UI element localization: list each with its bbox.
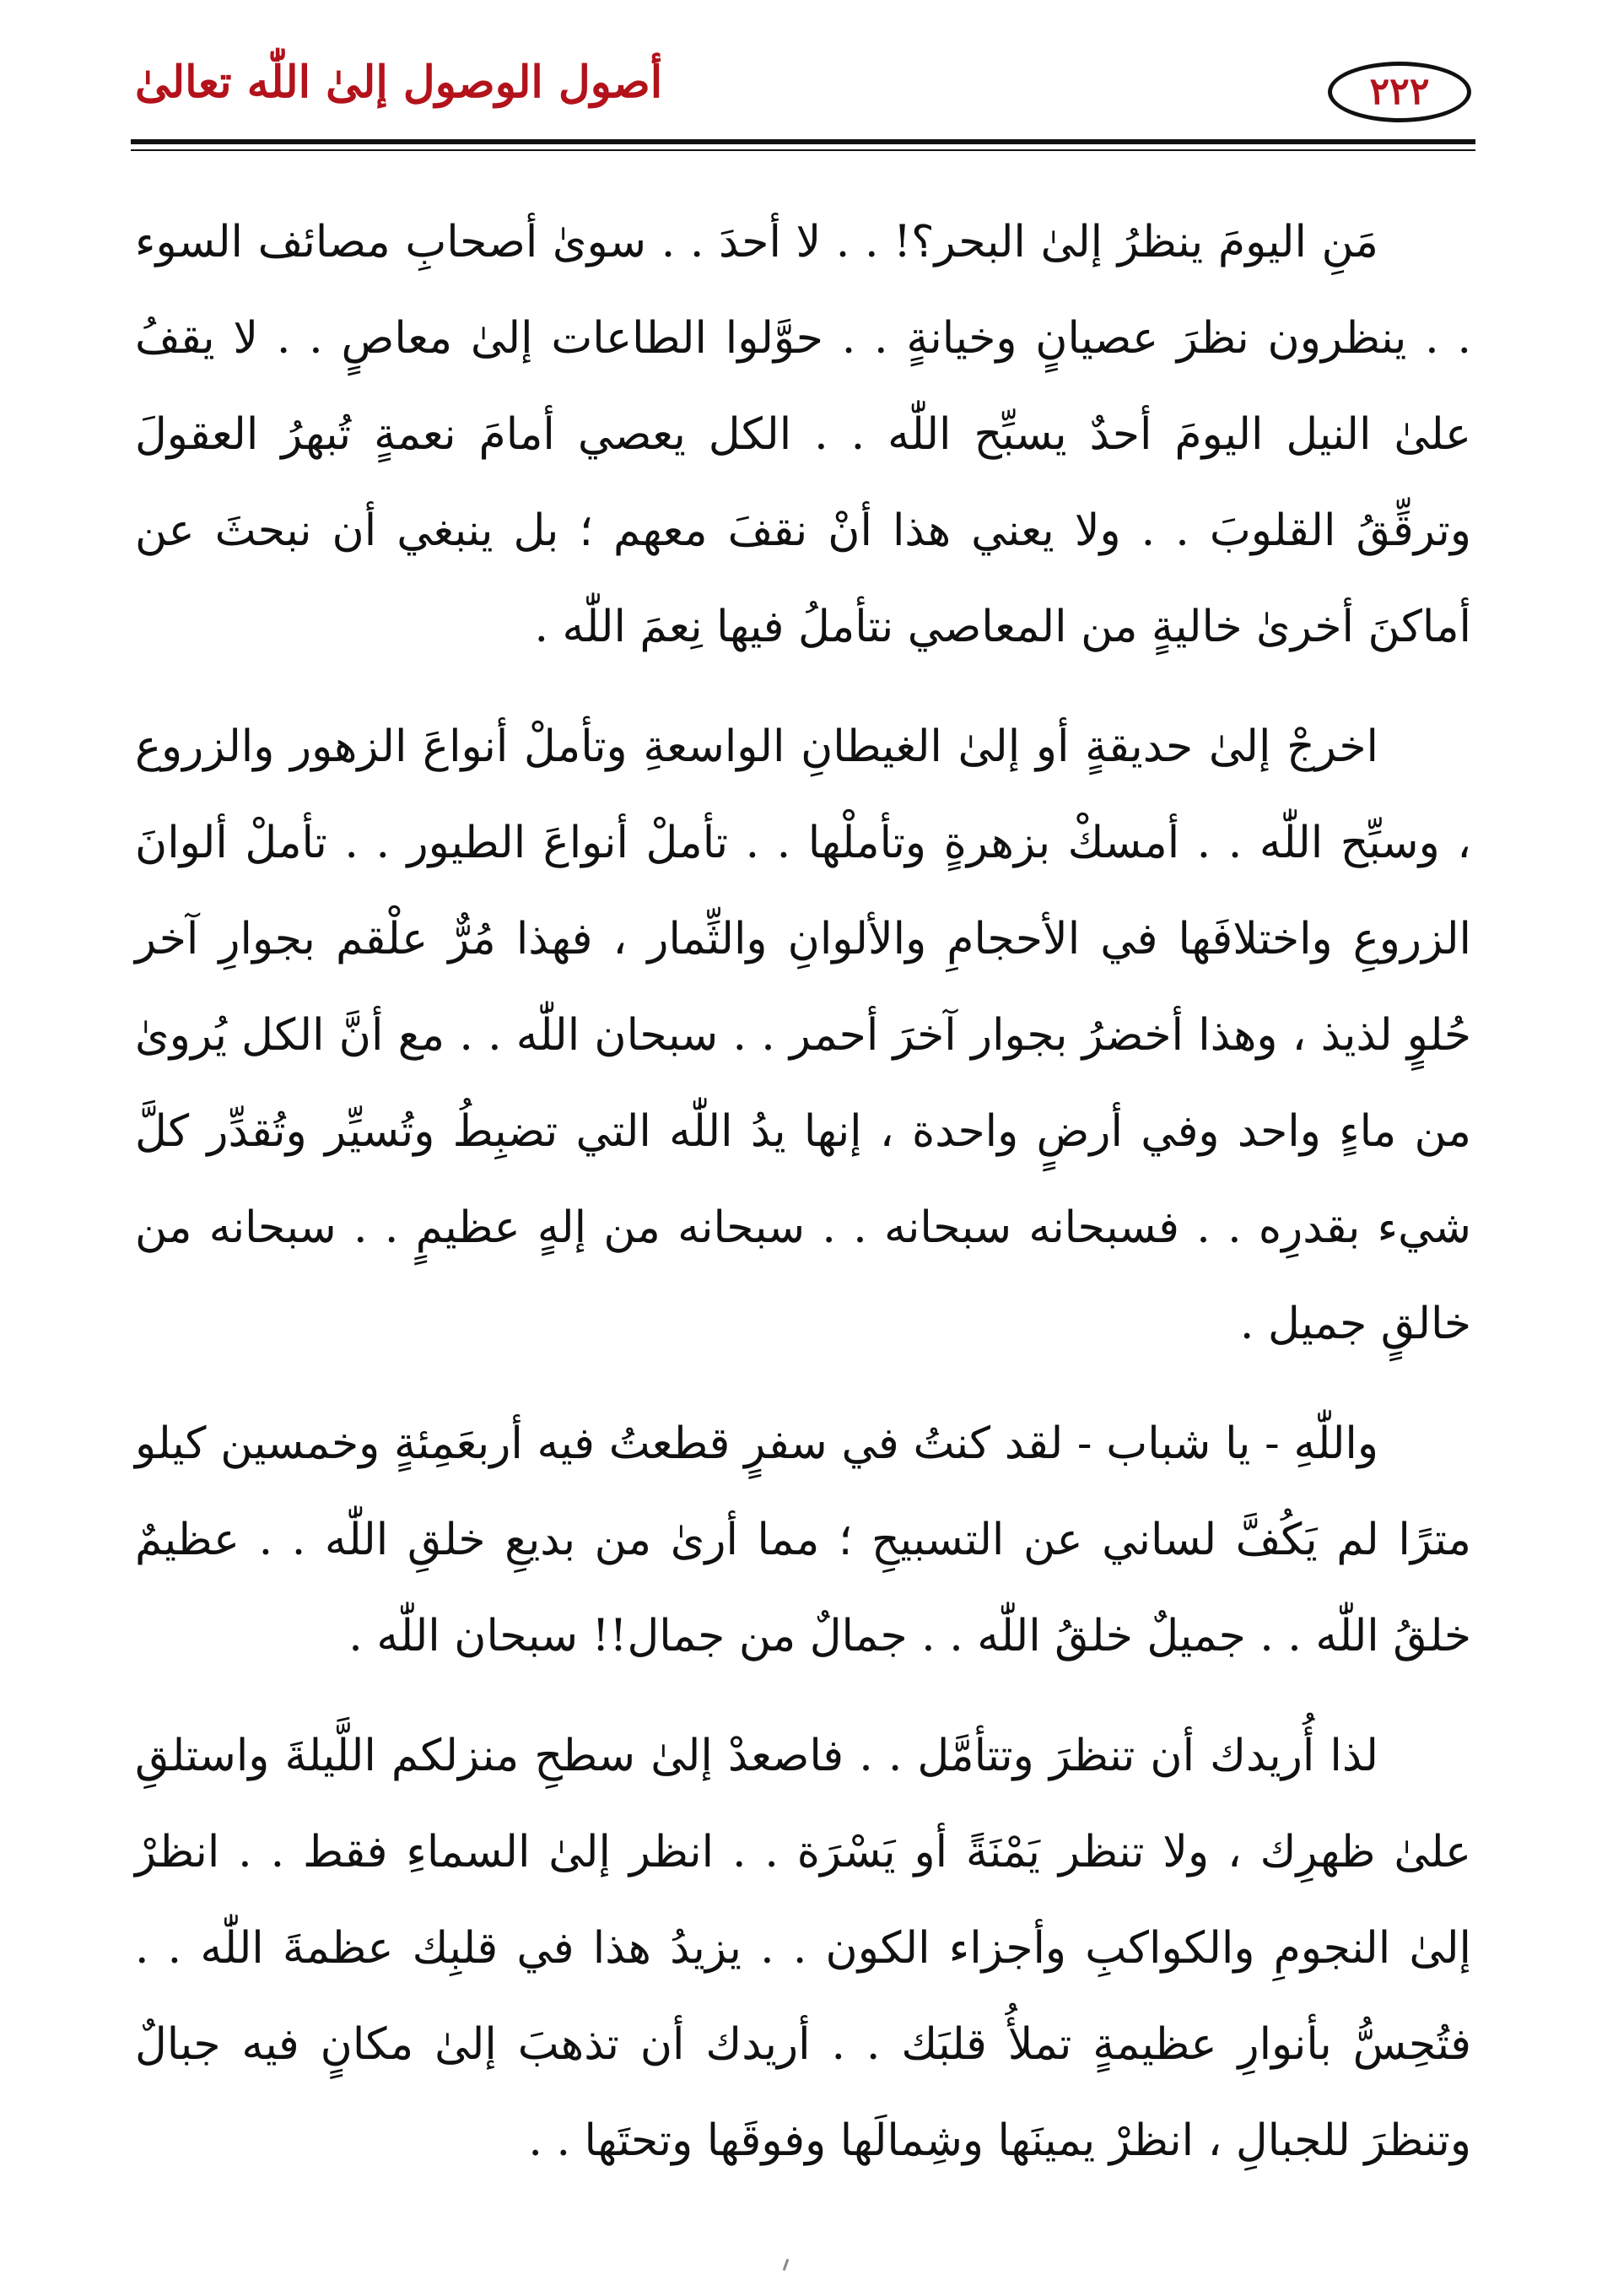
page-body: [135, 194, 1471, 2212]
paragraph-2: اخرجْ إلىٰ حديقةٍ أو إلىٰ الغيطانِ الواسعةِ وتأملْ أنواعَ الزهور والزروع ، وسبِّح اللّٰه . . أمسكْ بزهرةٍ وتأملْها . . تأملْ أنواعَ الطيور . . تأملْ ألوانَ الزروعِ واختلافَها في الأحجامِ والألوانِ والثِّمار ، فهذا مُرٌّ علْقم بجوارِ آخر حُلوٍ لذيذ ، وهذا أخضرُ بجوار آخرَ أحمر . . سبحان اللّٰه . . مع أنَّ الكل يُروىٰ من ماءٍ واحد وفي أرضٍ واحدة ، إنها يدُ اللّٰه التي تضبِطُ وتُسيِّر وتُقدِّر كلَّ شيء بقدرِه . . فسبحانه سبحانه . . سبحانه من إلهٍ عظيمٍ . . سبحانه من خالقٍ جميل .: [135, 721, 1471, 1349]
header-rule-thin: [131, 149, 1475, 151]
scan-mark: [783, 2259, 790, 2271]
page-header: [135, 46, 1471, 139]
paragraph-4: لذا أُريدك أن تنظرَ وتتأمَّل . . فاصعدْ إلىٰ سطحِ منزلكم اللَّيلةَ واستلقِ علىٰ ظهرِك ، ولا تنظر يَمْنَةً أو يَسْرَة . . انظر إلىٰ السماءِ فقط . . انظرْ إلىٰ النجومِ والكواكبِ وأجزاء الكون . . يزيدُ هذا في قلبِك عظمةَ اللّٰه . . فتُحِسُّ بأنوارِ عظيمةٍ تملأُ قلبَك . . أريدك أن تذهبَ إلىٰ مكانٍ فيه جبالٌ وتنظرَ للجبالِ ، انظرْ يمينَها وشِمالَها وفوقَها وتحتَها . .: [135, 1731, 1471, 2166]
running-title: أصول الوصول إلىٰ اللّٰه تعالىٰ: [135, 57, 663, 108]
page-number-badge: ٢٢٢: [1328, 62, 1471, 122]
paragraph-3: واللّٰهِ - يا شباب - لقد كنتُ في سفرٍ قطعتُ فيه أربعَمِئةٍ وخمسين كيلو مترًا لم يَكُفَّ لساني عن التسبيحِ ؛ مما أرىٰ من بديعِ خلقِ اللّٰه . . عظيمٌ خلقُ اللّٰه . . جميلٌ خلقُ اللّٰه . . جمالٌ من جمال!! سبحان اللّٰه .: [135, 1418, 1471, 1661]
paragraph-1: مَنِ اليومَ ينظرُ إلىٰ البحر؟! . . لا أحدَ . . سوىٰ أصحابِ مصائف السوء . . ينظرون نظرَ عصيانٍ وخيانةٍ . . حوَّلوا الطاعات إلىٰ معاصٍ . . لا يقفُ علىٰ النيل اليومَ أحدٌ يسبِّح اللّٰه . . الكل يعصي أمامَ نعمةٍ تُبهرُ العقولَ وترقِّقُ القلوبَ . . ولا يعني هذا أنْ نقفَ معهم ؛ بل ينبغي أن نبحثَ عن أماكنَ أخرىٰ خاليةٍ من المعاصي نتأملُ فيها نِعمَ اللّٰه .: [135, 217, 1471, 652]
header-rule-thick: [131, 139, 1475, 144]
